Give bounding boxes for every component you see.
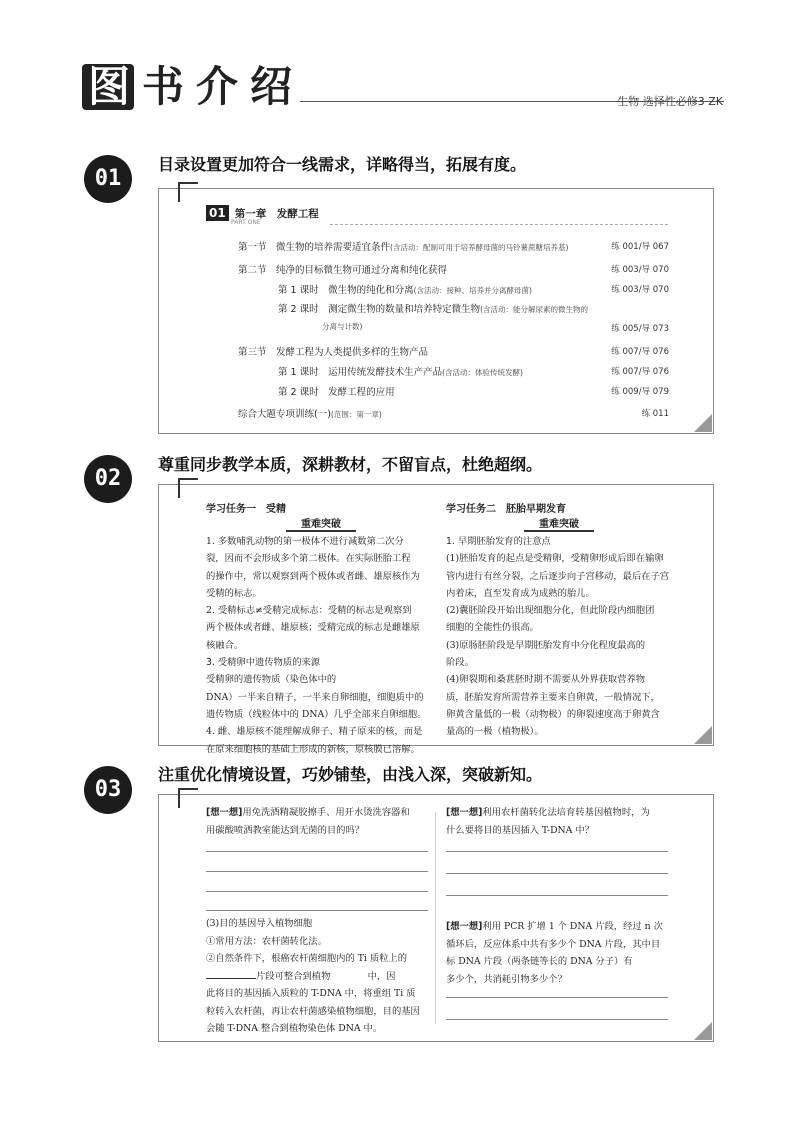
part-number: 01 <box>206 205 229 221</box>
answer-line <box>206 851 428 852</box>
task2-tag: 重难突破 <box>539 519 579 530</box>
section-title-1: 目录设置更加符合一线需求，详略得当，拓展有度。 <box>158 155 527 174</box>
toc-page: 练 005/导 073 <box>611 324 669 334</box>
toc-chapter-header <box>206 205 319 221</box>
q3-text: (3)目的基因导入植物细胞 ①常用方法：农杆菌转化法。 ②自然条件下，根癌农杆菌细胞内的 Ti 质粒上的 片段可整合到植物 中，因 此将目的基因插入质粒的 T-DNA 中，将重组 Ti 质 粒转入农杆菌，再让农杆菌感染植物细胞，目的基因 会随 T-DNA 整合到植物染色体 DNA 中。 <box>206 918 420 1034</box>
logo-char-2: 书 <box>141 62 182 111</box>
toc-row: 第 2 课时 发酵工程的应用 <box>278 387 395 398</box>
task1-tag-underline <box>286 530 356 532</box>
task2-tag-underline <box>524 530 594 532</box>
page-fold-icon <box>694 1022 712 1040</box>
toc-page: 练 011 <box>641 409 669 419</box>
answer-line <box>446 873 668 874</box>
toc-page: 练 003/导 070 <box>611 265 669 275</box>
answer-line <box>206 910 428 911</box>
section-badge-3: 03 <box>84 766 132 814</box>
answer-line <box>446 851 668 852</box>
section-badge-2: 02 <box>84 455 132 503</box>
answer-line <box>446 895 668 896</box>
toc-row: 第二节 纯净的目标微生物可通过分离和纯化获得 <box>238 265 448 276</box>
logo-char-1: 图 <box>82 64 134 110</box>
book-intro-logo <box>82 64 296 110</box>
logo-char-4: 绍 <box>249 62 290 111</box>
toc-row: 综合大题专项训练(一)(范围：第一章) <box>238 409 382 420</box>
subject-label: 生物 选择性必修3 ZK <box>617 95 723 108</box>
column-divider <box>435 812 436 1024</box>
toc-page: 练 007/导 076 <box>611 367 669 377</box>
task1-title: 学习任务一 受精 <box>206 504 286 515</box>
page-fold-icon <box>694 726 712 744</box>
toc-page: 练 009/导 079 <box>611 387 669 397</box>
box-corner-mark <box>178 788 198 808</box>
section-title-2: 尊重同步教学本质，深耕教材，不留盲点，杜绝超纲。 <box>158 455 543 474</box>
section-title-3: 注重优化情境设置，巧妙铺垫，由浅入深，突破新知。 <box>158 765 543 784</box>
part-label: PART ONE <box>231 219 261 226</box>
toc-row: 第一节 微生物的培养需要适宜条件(含活动：配制可用于培养酵母菌的马铃薯蔗糖培养基) <box>238 242 569 253</box>
q4-text: [想一想]利用 PCR 扩增 1 个 DNA 片段，经过 n 次 循环后，反应体系中共有多少个 DNA 片段，其中目 标 DNA 片段（两条链等长的 DNA 分子）有 多少个，共消耗引物多少个？ <box>446 921 663 985</box>
logo-char-3: 介 <box>195 62 236 111</box>
page-fold-icon <box>694 414 712 432</box>
fill-blank[interactable] <box>206 968 256 979</box>
chapter-rule <box>330 224 668 225</box>
answer-line <box>446 1019 668 1020</box>
toc-row: 第三节 发酵工程为人类提供多样的生物产品 <box>238 347 429 358</box>
toc-page: 练 001/导 067 <box>611 242 669 252</box>
chapter-title: 第一章 发酵工程 <box>234 207 319 220</box>
toc-page: 练 003/导 070 <box>611 285 669 295</box>
toc-row: 第 2 课时 测定微生物的数量和培养特定微生物(含活动：能分解尿素的微生物的 <box>278 304 589 315</box>
q2-text: [想一想]利用农杆菌转化法培育转基因植物时，为 什么要将目的基因插入 T-DNA 中？ <box>446 807 650 836</box>
box-corner-mark <box>178 478 198 498</box>
q1-text: [想一想]用免洗酒精凝胶擦手、用开水烫洗容器和 用碳酸喷洒教室能达到无菌的目的吗？ <box>206 807 410 836</box>
answer-line <box>446 997 668 998</box>
toc-page: 练 007/导 076 <box>611 347 669 357</box>
answer-line <box>206 871 428 872</box>
task1-body: 1. 多数哺乳动物的第一极体不进行减数第二次分 裂，因而不会形成多个第二极体。在实际胚胎工程 的操作中，常以观察到两个极体或者雌、雄原核作为 受精的标志。 2. 受精标志≠受精完成标志：受精的标志是观察到 两个极体或者雌、雄原核；受精完成的标志是雌雄原 核融合。 3. 受精卵中遗传物质的来源 受精卵的遗传物质（染色体中的 DNA）一半来自精子，一半来自卵细胞，细胞质中的 遗传物质（线粒体中的 DNA）几乎全部来自卵细胞。 4. 雌、雄原核不能理解成卵子、精子原来的核，而是 在原来细胞核的基础上形成的新核，原核膜已溶解。 <box>206 536 427 755</box>
toc-row: 分离与计数) <box>322 322 363 331</box>
box-corner-mark <box>178 182 198 202</box>
task2-body: 1. 早期胚胎发育的注意点 (1)胚胎发育的起点是受精卵，受精卵形成后即在输卵 管内进行有丝分裂，之后逐步向子宫移动，最后在子宫 内着床，直至发育成为成熟的胎儿。 (2)囊胚阶段开始出现细胞分化，但此阶段内细胞团 细胞的全能性仍很高。 (3)原肠胚阶段是早期胚胎发育中分化程度最高的 阶段。 (4)卵裂期和桑葚胚时期不需要从外界获取营养物 质，胚胎发育所需营养主要来自卵黄，一般情况下， 卵黄含量低的一极（动物极）的卵裂速度高于卵黄含 量高的一极（植物极）。 <box>446 536 670 738</box>
task1-tag: 重难突破 <box>301 519 341 530</box>
task2-title: 学习任务二 胚胎早期发育 <box>446 504 566 515</box>
answer-line <box>206 891 428 892</box>
toc-row: 第 1 课时 微生物的纯化和分离(含活动：接种、培养并分离酵母菌) <box>278 285 532 296</box>
section-badge-1: 01 <box>84 155 132 203</box>
toc-row: 第 1 课时 运用传统发酵技术生产产品(含活动：体验传统发酵) <box>278 367 523 378</box>
